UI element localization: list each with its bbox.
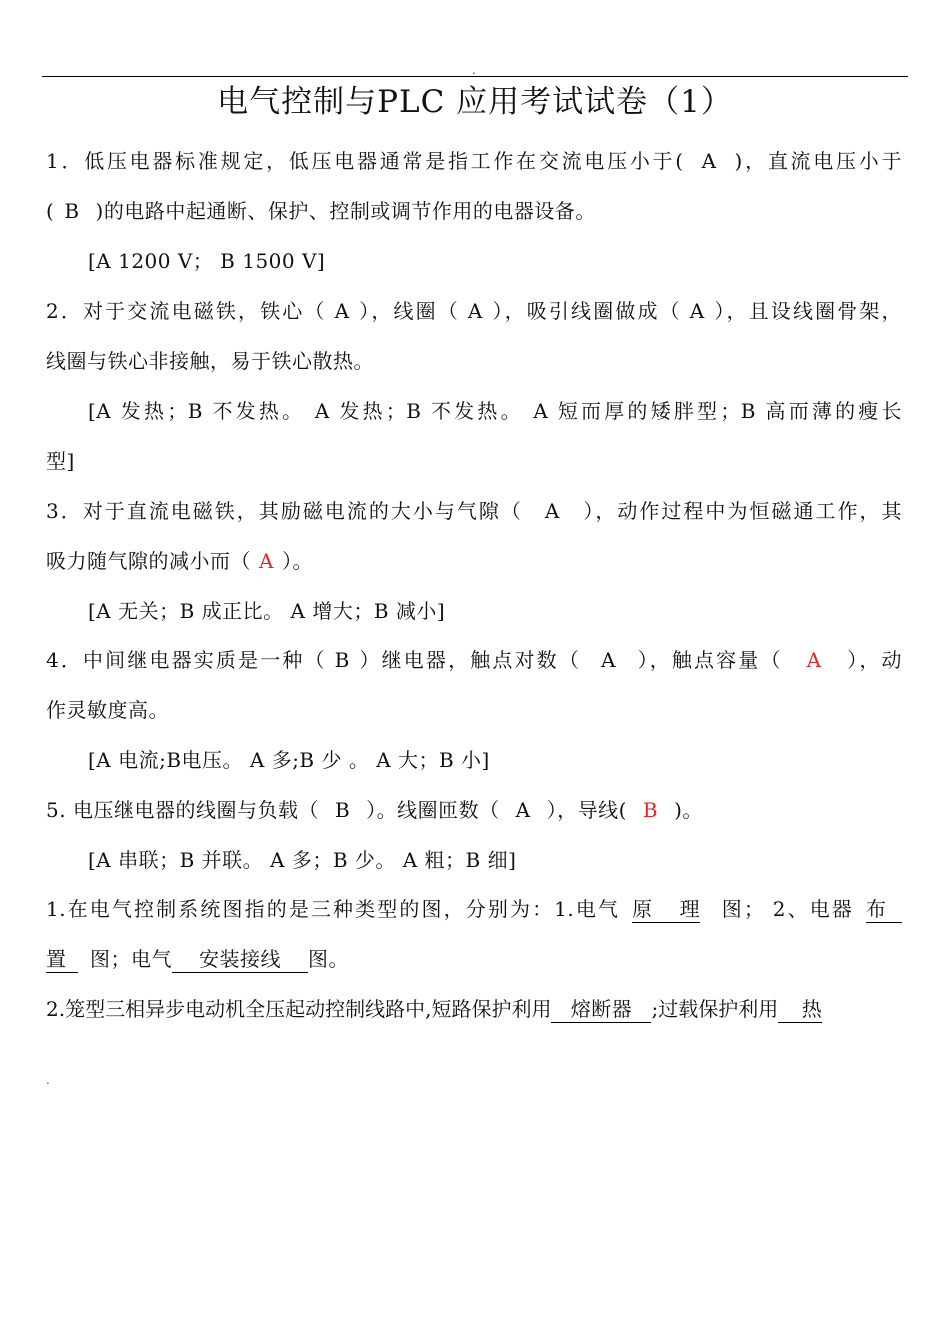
q3-answer-2: A bbox=[259, 549, 274, 573]
q1-text-c: ( bbox=[46, 199, 55, 223]
q4-text-d: ），动 bbox=[845, 648, 903, 672]
fill1-line-2 bbox=[46, 944, 349, 974]
q5-answer-3: B bbox=[642, 798, 659, 822]
q4-line-1 bbox=[46, 645, 902, 675]
fill1-blank-wiring: 安装接线 bbox=[172, 946, 308, 973]
q5-text-d: )。 bbox=[674, 798, 703, 822]
q2-text-d: ），且设线圈骨架， bbox=[712, 299, 903, 323]
fill1-text-b: 图； 2、电器 bbox=[720, 897, 854, 921]
q3-text-a: 3．对于直流电磁铁，其励磁电流的大小与气隙（ bbox=[46, 499, 523, 523]
q4-text-a: 4．中间继电器实质是一种（ bbox=[46, 648, 327, 672]
q2-answer-2: A bbox=[467, 299, 483, 323]
q5-answer-1: B bbox=[334, 798, 351, 822]
q3-line-1 bbox=[46, 496, 902, 526]
fill1-blank-principle: 原理 bbox=[632, 897, 701, 921]
q1-text-d: )的电路中起通断、保护、控制或调节作用的电器设备。 bbox=[95, 199, 596, 223]
fill2-blank-fuse: 熔断器 bbox=[551, 996, 651, 1023]
q2-line-1 bbox=[46, 296, 902, 326]
q5-line-1 bbox=[46, 795, 703, 825]
q2-text-a: 2．对于交流电磁铁，铁心（ bbox=[46, 299, 327, 323]
fill1-blank-layout-2: 置 bbox=[46, 946, 78, 973]
q1-text-a: 1．低压电器标准规定，低压电器通常是指工作在交流电压小于( bbox=[46, 149, 684, 173]
fill2-blank-thermal: 热 bbox=[778, 996, 822, 1023]
q3-text-c: 吸力随气隙的减小而（ bbox=[46, 549, 251, 573]
q5-text-b: ）。线圈匝数（ bbox=[366, 798, 500, 822]
q2-options-1: [A 发热；B 不发热。 A 发热；B 不发热。 A 短而厚的矮胖型；B 高而薄的瘦长 bbox=[88, 399, 902, 423]
q3-text-b: ），动作过程中为恒磁通工作，其 bbox=[581, 499, 903, 523]
q4-options: [A 电流;B电压。 A 多;B 少 。 A 大；B 小] bbox=[88, 748, 490, 772]
q1-answer-1: A bbox=[701, 149, 717, 173]
q4-answer-1: B bbox=[334, 648, 350, 672]
header-rule bbox=[42, 76, 908, 77]
q3-answer-1: A bbox=[544, 499, 560, 523]
q2-line-2: 线圈与铁心非接触，易于铁心散热。 bbox=[46, 349, 374, 373]
q3-text-d: ）。 bbox=[281, 549, 313, 573]
q4-text-c: ），触点容量（ bbox=[635, 648, 783, 672]
q1-answer-2: B bbox=[64, 199, 80, 223]
q1-line-1 bbox=[46, 146, 902, 176]
q5-text-c: ），导线( bbox=[546, 798, 627, 822]
fill2-text-a: 2.笼型三相异步电动机全压起动控制线路中,短路保护利用 bbox=[46, 997, 552, 1021]
fill1-line-1 bbox=[46, 894, 902, 924]
fill2-text-b: ;过载保护利用 bbox=[651, 997, 779, 1021]
q2-answer-3: A bbox=[689, 299, 705, 323]
fill2-line-1 bbox=[46, 994, 822, 1024]
q2-answer-1: A bbox=[334, 299, 350, 323]
fill1-text-c: 图；电气 bbox=[90, 947, 172, 971]
q3-line-2 bbox=[46, 546, 313, 576]
footer-mark: . bbox=[46, 1073, 50, 1087]
q2-text-b: ），线圈（ bbox=[357, 299, 460, 323]
q4-text-b: ）继电器，触点对数（ bbox=[357, 648, 581, 672]
q4-answer-3: A bbox=[806, 648, 822, 672]
q5-text-a: 5. 电压继电器的线圈与负载（ bbox=[46, 798, 319, 822]
header-mark: . bbox=[472, 63, 476, 77]
page-title: 电气控制与PLC 应用考试试卷（1） bbox=[217, 84, 733, 120]
fill1-text-d: 图。 bbox=[308, 947, 349, 971]
q4-answer-2: A bbox=[600, 648, 616, 672]
q5-answer-2: A bbox=[515, 798, 531, 822]
q2-options-2: 型] bbox=[46, 449, 75, 473]
q1-text-b: )，直流电压小于 bbox=[734, 149, 902, 173]
fill1-blank-layout-1: 布 bbox=[866, 896, 902, 923]
q2-text-c: ），吸引线圈做成（ bbox=[490, 299, 682, 323]
q1-line-2 bbox=[46, 196, 596, 226]
q5-options: [A 串联；B 并联。 A 多；B 少。 A 粗；B 细] bbox=[88, 848, 517, 872]
q1-options: [A 1200 V； B 1500 V] bbox=[88, 249, 326, 273]
fill1-text-a: 1.在电气控制系统图指的是三种类型的图，分别为：1.电气 bbox=[46, 897, 621, 921]
q3-options: [A 无关；B 成正比。 A 增大；B 减小] bbox=[88, 599, 446, 623]
q4-line-2: 作灵敏度高。 bbox=[46, 698, 169, 722]
